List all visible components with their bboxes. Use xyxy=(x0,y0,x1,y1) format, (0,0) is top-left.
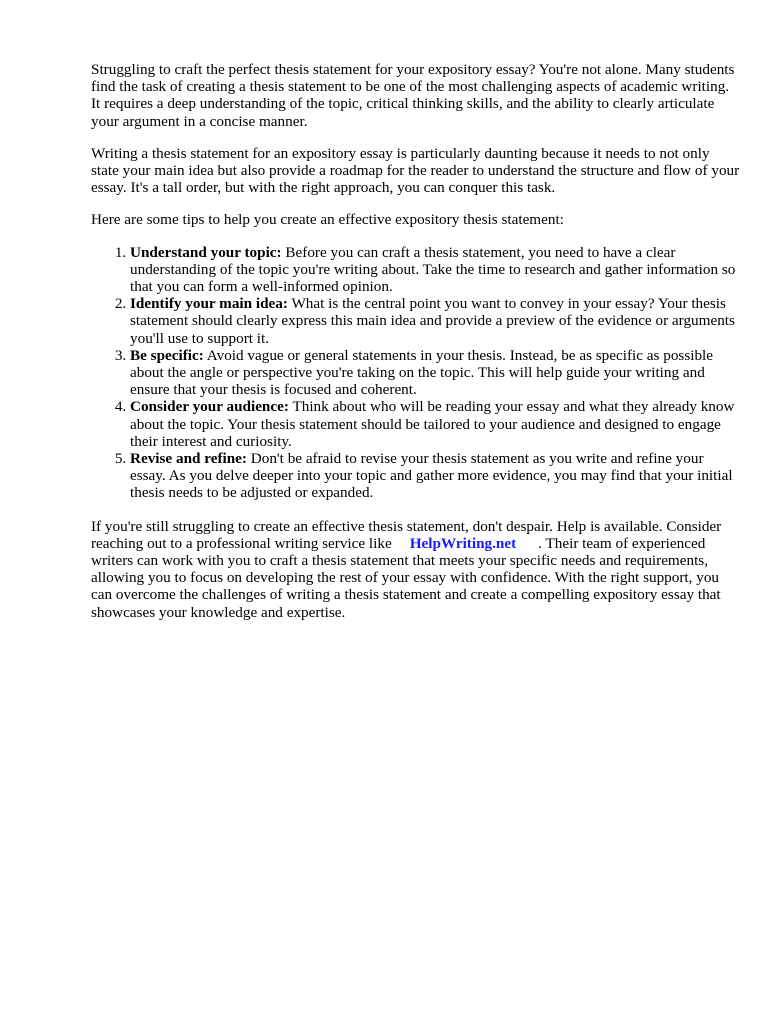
tip-text: Think about who will be reading your essay and what they already know about the topic. Your thesis statement should be tailored to your audience and designed to engage their interest and curiosity. xyxy=(130,398,735,450)
tip-text: Before you can craft a thesis statement, you need to have a clear understanding of the topic you're writing about. Take the time to research and gather information so that you can form a well-informed opinion. xyxy=(130,243,736,296)
list-item xyxy=(130,295,741,347)
daunting-paragraph: Writing a thesis statement for an expository essay is particularly daunting because it needs to not only state your main idea but also provide a roadmap for the reader to understand the structure and flow of your essay. It's a tall order, but with the right approach, you can conquer this task. xyxy=(91,144,740,197)
tip-term: Be specific: xyxy=(130,346,204,364)
list-item xyxy=(130,450,741,502)
helpwriting-link[interactable]: HelpWriting.net xyxy=(409,534,517,552)
tips-intro-paragraph: Here are some tips to help you create an effective expository thesis statement: xyxy=(91,211,564,229)
closing-text-after-link: . Their team of experienced writers can work with you to craft a thesis statement that meets your specific needs and requirements, allowing you to focus on developing the rest of your essay with confidence. With the right support, you can overcome the challenges of writing a thesis statement and create a compelling expository essay that showcases your knowledge and expertise. xyxy=(91,534,721,621)
list-item xyxy=(130,398,741,450)
closing-text-before-link: If you're still struggling to create an effective thesis statement, don't despair. Help is available. Consider reaching out to a professional writing service like xyxy=(91,517,722,552)
tip-term: Identify your main idea: xyxy=(130,295,288,313)
tip-text: Don't be afraid to revise your thesis statement as you write and refine your essay. As you delve deeper into your topic and gather more evidence, you may find that your initial thesis needs to be adjusted or expanded. xyxy=(130,450,733,502)
list-item xyxy=(130,244,741,296)
closing-paragraph xyxy=(91,518,741,621)
tip-term: Understand your topic: xyxy=(130,243,282,261)
document-body xyxy=(91,61,741,636)
tip-term: Consider your audience: xyxy=(130,398,289,416)
tip-text: Avoid vague or general statements in your thesis. Instead, be as specific as possible about the angle or perspective you're taking on the topic. This will help guide your writing and ensure that your thesis is focused and coherent. xyxy=(130,346,714,399)
tip-term: Revise and refine: xyxy=(130,450,247,468)
list-item xyxy=(130,347,741,399)
tip-text: What is the central point you want to convey in your essay? Your thesis statement should clearly express this main idea and provide a preview of the evidence or arguments you'll use to support it. xyxy=(130,295,735,347)
intro-paragraph: Struggling to craft the perfect thesis statement for your expository essay? You're not alone. Many students find the task of creating a thesis statement to be one of the most challenging aspects of academic writing. It requires a deep understanding of the topic, critical thinking skills, and the ability to clearly articulate your argument in a concise manner. xyxy=(91,61,735,130)
tips-list xyxy=(91,244,741,502)
